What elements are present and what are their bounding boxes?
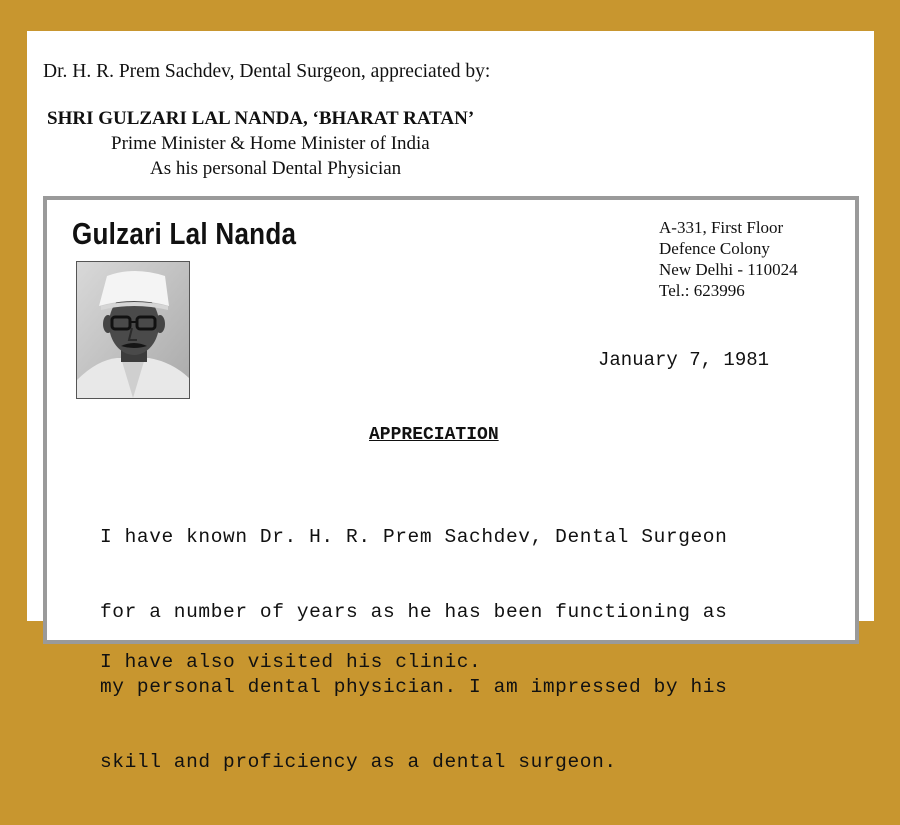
letterhead-address	[659, 217, 798, 301]
address-line: Defence Colony	[659, 239, 770, 258]
portrait-image	[77, 262, 189, 398]
address-line: Tel.: 623996	[659, 281, 745, 300]
portrait-photo	[76, 261, 190, 399]
paragraph-line: for a number of years as he has been functioning as	[100, 601, 728, 623]
letter-date: January 7, 1981	[598, 349, 770, 371]
address-line: A-331, First Floor	[659, 218, 784, 237]
letter-document	[43, 196, 859, 773]
certificate-panel	[27, 31, 874, 773]
address-line: New Delhi - 110024	[659, 260, 798, 279]
paragraph-line: I have also visited his clinic.	[100, 651, 482, 673]
letterhead-name: Gulzari Lal Nanda	[72, 216, 297, 251]
paragraph-line: my personal dental physician. I am impressed by his	[100, 676, 728, 698]
honoree-name: SHRI GULZARI LAL NANDA, ‘BHARAT RATAN’	[47, 108, 475, 129]
letter-paragraph	[100, 600, 481, 725]
intro-heading: Dr. H. R. Prem Sachdev, Dental Surgeon, appreciated by:	[43, 61, 491, 82]
paragraph-line: skill and proficiency as a dental surgeon.	[100, 751, 617, 773]
paragraph-line: I have known Dr. H. R. Prem Sachdev, Dental Surgeon	[100, 526, 728, 548]
honoree-role: Prime Minister & Home Minister of India	[111, 133, 430, 154]
honoree-capacity: As his personal Dental Physician	[150, 158, 402, 179]
letter-subject: APPRECIATION	[369, 425, 499, 445]
